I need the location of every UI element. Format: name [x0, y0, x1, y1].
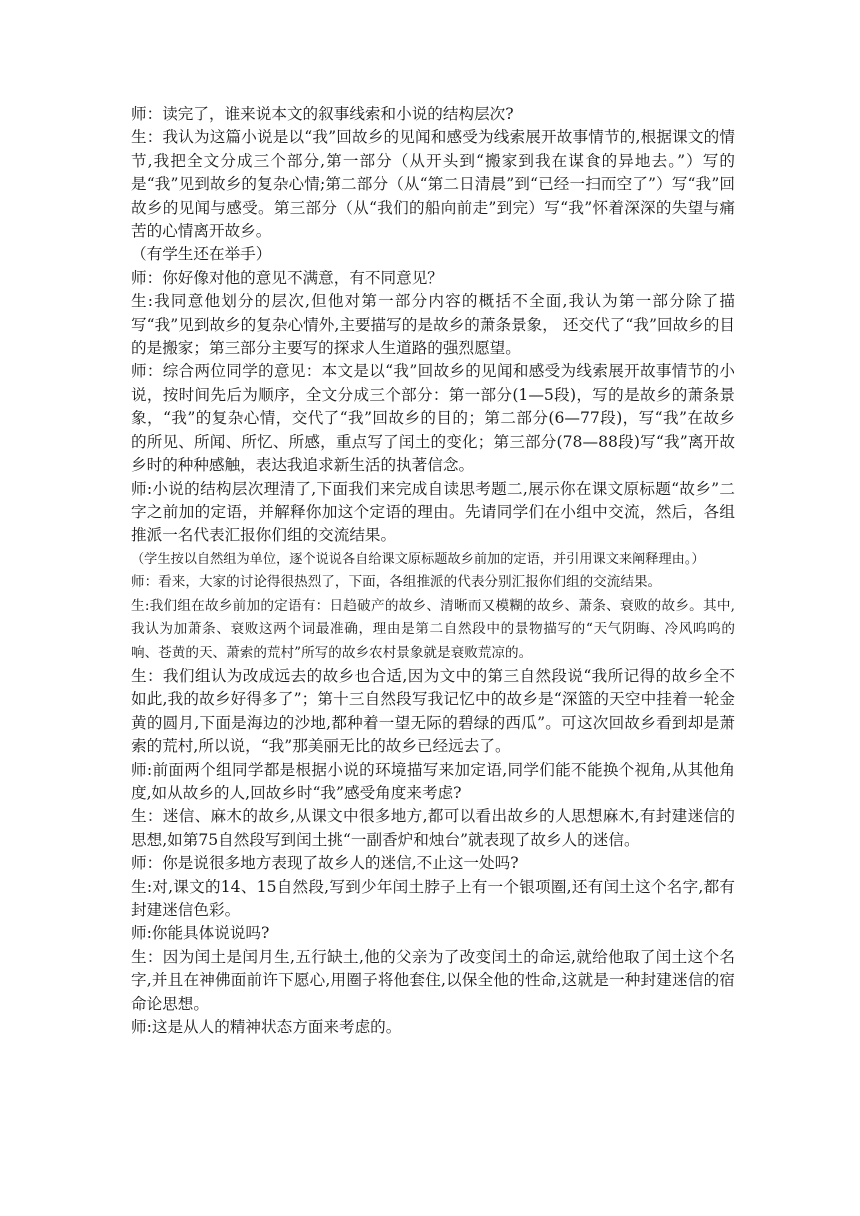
student-superstition-paragraph: 生：迷信、麻木的故乡,从课文中很多地方,都可以看出故乡的人思想麻木,有封建迷信的思想,如第75自然段写到闰土挑“一副香炉和烛台”就表现了故乡人的迷信。 — [131, 807, 735, 849]
teacher-ask-detail-paragraph: 师:你能具体说说吗? — [131, 924, 270, 943]
student-reply-paragraph: 生:我同意他划分的层次,但他对第一部分内容的概括不全面,我认为第一部分除了描写“我”见到故乡的复杂心情外,主要描写的是故乡的萧条景象， 还交代了“我”回故乡的目的是搬家；第三部分主要写的探求人生道路的强烈愿望。 — [131, 292, 735, 358]
stage-direction-paragraph: （有学生还在举手） — [131, 245, 272, 264]
teacher-guidance-paragraph: 师:前面两个组同学都是根据小说的环境描写来加定语,同学们能不能换个视角,从其他角度,如从故乡的人,回故乡时“我”感受角度来考虑? — [131, 760, 735, 802]
student-evidence-paragraph: 生:对,课文的14、15自然段,写到少年闰土脖子上有一个银项圈,还有闰土这个名字,都有封建迷信色彩。 — [131, 877, 735, 919]
teacher-prompt-paragraph: 师：你好像对他的意见不满意，有不同意见？ — [131, 268, 443, 287]
student-answer-paragraph: 生：我认为这篇小说是以“我”回故乡的见闻和感受为线索展开故事情节的,根据课文的情节,我把全文分成三个部分,第一部分（从开头到“搬家到我在谋食的异地去。”）写的是“我”见到故乡的复杂心情;第二部分（从“第二日清晨”到“已经一扫而空了”）写“我”回故乡的见闻与感受。第三部分（从“我们的船向前走”到完）写“我”怀着深深的失望与痛苦的心情离开故乡。 — [131, 128, 735, 241]
teacher-transition-paragraph: 师：看来，大家的讨论得很热烈了，下面，各组推派的代表分别汇报你们组的交流结果。 — [131, 574, 662, 591]
student-explanation-paragraph: 生：因为闰土是闰月生,五行缺土,他的父亲为了改变闰土的命运,就给他取了闰土这个名字,并且在神佛面前许下愿心,用圈子将他套住,以保全他的性命,这就是一种封建迷信的宿命论思想。 — [131, 947, 735, 1013]
teacher-followup-paragraph: 师：你是说很多地方表现了故乡人的迷信,不止这一处吗? — [131, 854, 519, 873]
group-report-paragraph-2: 生：我们组认为改成远去的故乡也合适,因为文中的第三自然段说“我所记得的故乡全不如此,我的故乡好得多了”；第十三自然段写我记忆中的故乡是“深篮的天空中挂着一轮金黄的圆月,下面是海边的沙地,都种着一望无际的碧绿的西瓜”。可这次回故乡看到却是萧索的荒村,所以说，“我”那美丽无比的故乡已经远去了。 — [131, 666, 735, 756]
stage-note-paragraph: （学生按以自然组为单位，逐个说说各自给课文原标题故乡前加的定语，并引用课文来阐释理由。） — [131, 551, 705, 567]
group-report-paragraph: 生:我们组在故乡前加的定语有：日趋破产的故乡、清晰而又模糊的故乡、萧条、衰败的故乡。其中,我认为加萧条、衰败这两个词最准确，理由是第二自然段中的景物描写的“天气阴晦、冷风呜呜的响、苍黄的天、萧索的荒村”所写的故乡农村景象就是衰败荒凉的。 — [131, 597, 735, 661]
document-body — [131, 103, 735, 1039]
teacher-conclusion-paragraph: 师:这是从人的精神状态方面来考虑的。 — [131, 1018, 402, 1037]
teacher-question-paragraph: 师：读完了，谁来说本文的叙事线索和小说的结构层次? — [131, 105, 514, 123]
teacher-summary-paragraph: 师：综合两位同学的意见：本文是以“我”回故乡的见闻和感受为线索展开故事情节的小说，按时间先后为顺序，全文分成三个部分：第一部分(1—5段)，写的是故乡的萧条景象，“我”的复杂心情，交代了“我”回故乡的目的；第二部分(6—77段)，写“我”在故乡的所见、所闻、所忆、所感，重点写了闰土的变化；第三部分(78—88段)写“我”离开故乡时的种种感触，表达我追求新生活的执著信念。 — [131, 362, 735, 475]
teacher-task-paragraph: 师:小说的结构层次理清了,下面我们来完成自读思考题二,展示你在课文原标题“故乡”二字之前加的定语，并解释你加这个定语的理由。先请同学们在小组中交流，然后，各组推派一名代表汇报你们组的交流结果。 — [131, 479, 735, 545]
